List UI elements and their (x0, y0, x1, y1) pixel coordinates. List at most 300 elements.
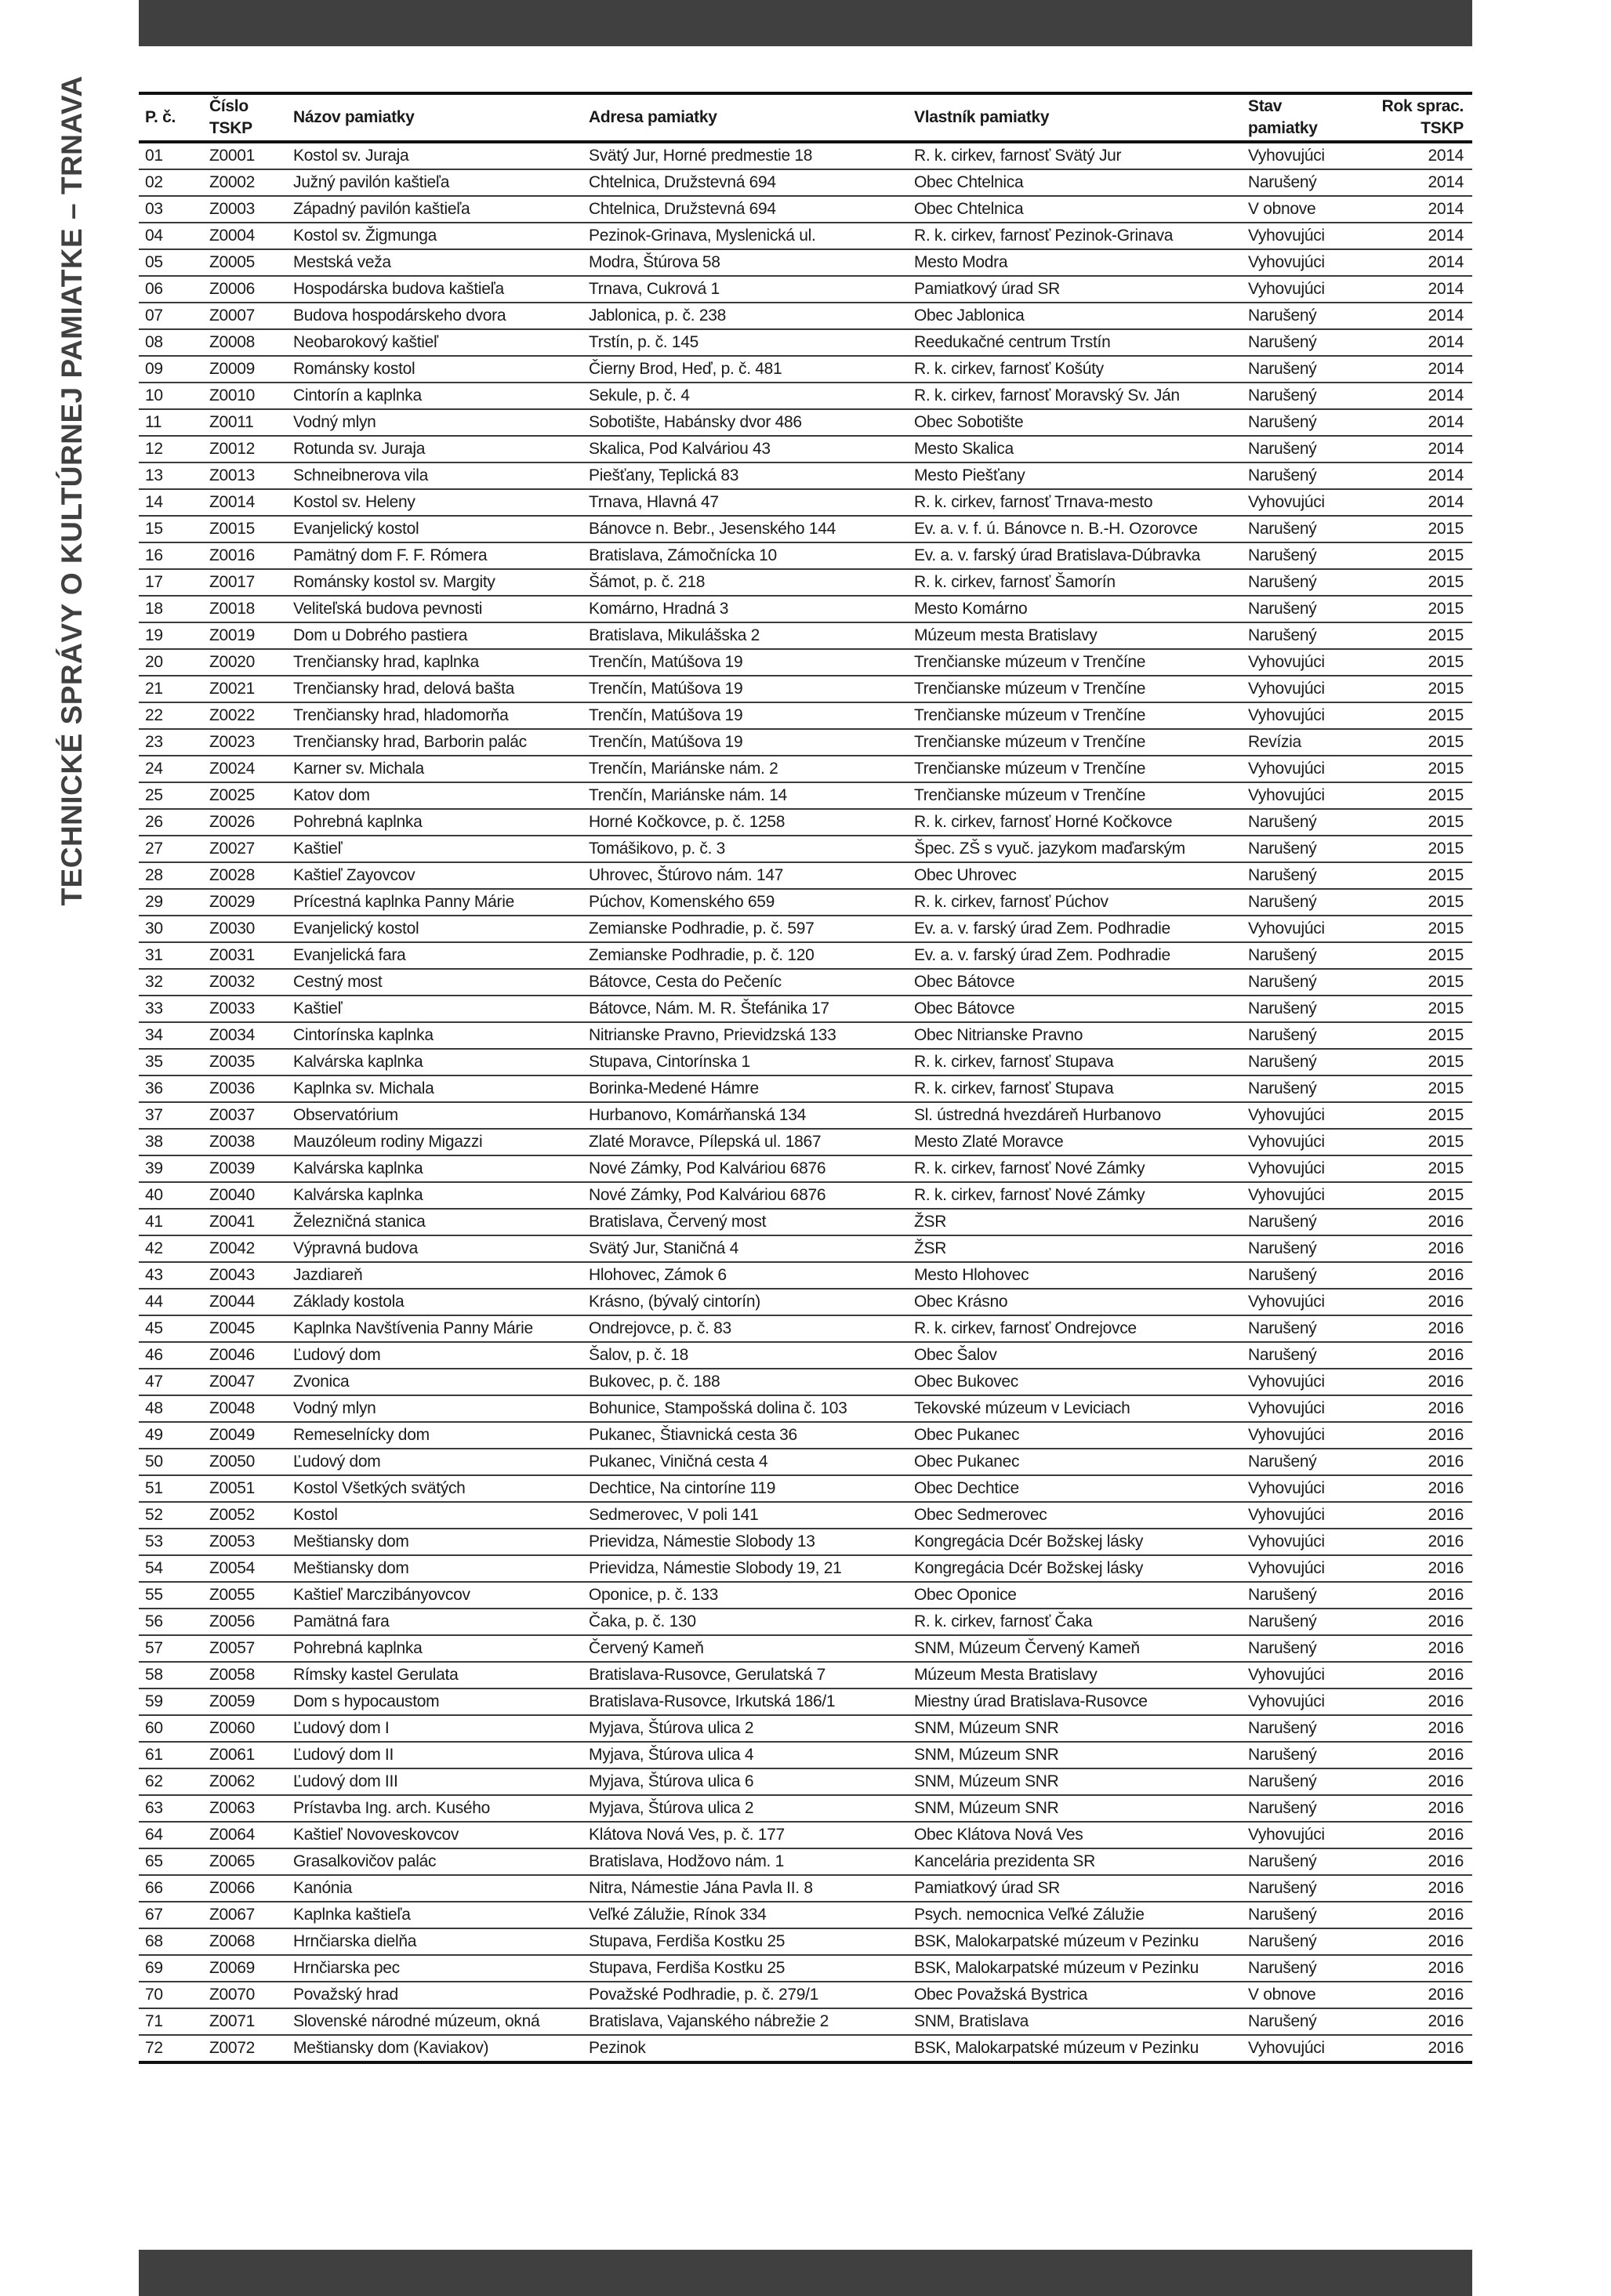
monument-name: Kalvárska kaplnka (287, 1049, 582, 1075)
monument-state: Vyhovujúci (1242, 1129, 1364, 1155)
monument-state: Vyhovujúci (1242, 1688, 1364, 1715)
monument-owner: Sl. ústredná hvezdáreň Hurbanovo (908, 1102, 1242, 1129)
row-number: 01 (139, 142, 203, 169)
monument-owner: R. k. cirkev, farnosť Púchov (908, 889, 1242, 916)
monument-state: Narušený (1242, 1049, 1364, 1075)
monument-address: Trenčín, Matúšova 19 (582, 702, 908, 729)
row-number: 30 (139, 916, 203, 942)
monument-owner: Obec Oponice (908, 1582, 1242, 1609)
row-number: 13 (139, 462, 203, 489)
processing-year: 2016 (1364, 1289, 1472, 1315)
monument-address: Trenčín, Mariánske nám. 14 (582, 782, 908, 809)
row-number: 21 (139, 676, 203, 702)
table-row (139, 1662, 1472, 1688)
processing-year: 2014 (1364, 303, 1472, 329)
tskp-number: Z0057 (203, 1635, 287, 1662)
monument-state: Narušený (1242, 1875, 1364, 1902)
tskp-number: Z0070 (203, 1982, 287, 2008)
processing-year: 2015 (1364, 729, 1472, 756)
row-number: 69 (139, 1955, 203, 1982)
table-row (139, 542, 1472, 569)
monument-name: Kaplnka kaštieľa (287, 1902, 582, 1928)
monument-name: Trenčiansky hrad, kaplnka (287, 649, 582, 676)
monument-owner: Mesto Hlohovec (908, 1262, 1242, 1289)
monument-owner: Kongregácia Dcér Božskej lásky (908, 1555, 1242, 1582)
processing-year: 2015 (1364, 1129, 1472, 1155)
monument-name: Ľudový dom (287, 1342, 582, 1369)
monument-state: Narušený (1242, 596, 1364, 622)
tskp-number: Z0055 (203, 1582, 287, 1609)
monument-name: Cestný most (287, 969, 582, 996)
monument-address: Bratislava, Hodžovo nám. 1 (582, 1848, 908, 1875)
row-number: 55 (139, 1582, 203, 1609)
processing-year: 2016 (1364, 1262, 1472, 1289)
tskp-number: Z0038 (203, 1129, 287, 1155)
monument-name: Kaštieľ Zayovcov (287, 862, 582, 889)
monument-name: Kostol (287, 1502, 582, 1529)
monument-state: Narušený (1242, 1635, 1364, 1662)
monument-address: Nové Zámky, Pod Kalváriou 6876 (582, 1155, 908, 1182)
row-number: 34 (139, 1022, 203, 1049)
monument-state: V obnove (1242, 196, 1364, 223)
processing-year: 2015 (1364, 596, 1472, 622)
tskp-number: Z0003 (203, 196, 287, 223)
row-number: 31 (139, 942, 203, 969)
header-bar (139, 0, 1472, 46)
monument-address: Chtelnica, Družstevná 694 (582, 196, 908, 223)
monument-state: Narušený (1242, 809, 1364, 836)
monument-state: Narušený (1242, 889, 1364, 916)
tskp-number: Z0010 (203, 383, 287, 409)
tskp-number: Z0002 (203, 169, 287, 196)
tskp-number: Z0008 (203, 329, 287, 356)
monument-owner: Reedukačné centrum Trstín (908, 329, 1242, 356)
row-number: 66 (139, 1875, 203, 1902)
monument-owner: R. k. cirkev, farnosť Šamorín (908, 569, 1242, 596)
tskp-number: Z0044 (203, 1289, 287, 1315)
processing-year: 2014 (1364, 196, 1472, 223)
row-number: 54 (139, 1555, 203, 1582)
table-row (139, 169, 1472, 196)
tskp-number: Z0032 (203, 969, 287, 996)
monument-name: Pohrebná kaplnka (287, 1635, 582, 1662)
monument-address: Svätý Jur, Horné predmestie 18 (582, 142, 908, 169)
monument-owner: Pamiatkový úrad SR (908, 276, 1242, 303)
monument-state: Vyhovujúci (1242, 782, 1364, 809)
monument-name: Kostol Všetkých svätých (287, 1475, 582, 1502)
monument-name: Výpravná budova (287, 1235, 582, 1262)
monument-owner: R. k. cirkev, farnosť Nové Zámky (908, 1155, 1242, 1182)
table-row (139, 383, 1472, 409)
tskp-number: Z0047 (203, 1369, 287, 1395)
monument-name: Trenčiansky hrad, hladomorňa (287, 702, 582, 729)
tskp-number: Z0019 (203, 622, 287, 649)
table-row (139, 1848, 1472, 1875)
monument-owner: Mesto Modra (908, 249, 1242, 276)
processing-year: 2016 (1364, 1582, 1472, 1609)
processing-year: 2016 (1364, 1422, 1472, 1449)
table-row (139, 1182, 1472, 1209)
table-row (139, 782, 1472, 809)
table-row (139, 889, 1472, 916)
monument-owner: Obec Sobotište (908, 409, 1242, 436)
monument-address: Trenčín, Mariánske nám. 2 (582, 756, 908, 782)
processing-year: 2016 (1364, 1902, 1472, 1928)
row-number: 49 (139, 1422, 203, 1449)
monument-name: Rotunda sv. Juraja (287, 436, 582, 462)
processing-year: 2015 (1364, 836, 1472, 862)
row-number: 28 (139, 862, 203, 889)
tskp-number: Z0005 (203, 249, 287, 276)
monument-state: Narušený (1242, 1342, 1364, 1369)
table-row (139, 516, 1472, 542)
monument-address: Bratislava-Rusovce, Irkutská 186/1 (582, 1688, 908, 1715)
monument-name: Prístavba Ing. arch. Kusého (287, 1795, 582, 1822)
monument-owner: Trenčianske múzeum v Trenčíne (908, 782, 1242, 809)
monument-state: Narušený (1242, 1449, 1364, 1475)
monument-state: Narušený (1242, 622, 1364, 649)
header-state-line1: Stav (1248, 97, 1283, 115)
processing-year: 2015 (1364, 916, 1472, 942)
table-row (139, 809, 1472, 836)
table-row (139, 436, 1472, 462)
tskp-number: Z0061 (203, 1742, 287, 1768)
header-tskp-number-line2: TSKP (209, 119, 252, 137)
tskp-number: Z0039 (203, 1155, 287, 1182)
monument-address: Uhrovec, Štúrovo nám. 147 (582, 862, 908, 889)
monuments-table (139, 92, 1472, 2064)
monument-name: Kanónia (287, 1875, 582, 1902)
monument-name: Pohrebná kaplnka (287, 809, 582, 836)
table-row (139, 1395, 1472, 1422)
row-number: 05 (139, 249, 203, 276)
monument-address: Myjava, Štúrova ulica 4 (582, 1742, 908, 1768)
row-number: 32 (139, 969, 203, 996)
monument-name: Hospodárska budova kaštieľa (287, 276, 582, 303)
processing-year: 2016 (1364, 1342, 1472, 1369)
monument-owner: Ev. a. v. farský úrad Zem. Podhradie (908, 916, 1242, 942)
monument-owner: BSK, Malokarpatské múzeum v Pezinku (908, 1955, 1242, 1982)
row-number: 72 (139, 2035, 203, 2062)
monument-owner: Trenčianske múzeum v Trenčíne (908, 702, 1242, 729)
row-number: 71 (139, 2008, 203, 2035)
row-number: 41 (139, 1209, 203, 1235)
monument-name: Slovenské národné múzeum, okná (287, 2008, 582, 2035)
row-number: 46 (139, 1342, 203, 1369)
header-state-line2: pamiatky (1248, 119, 1318, 137)
monument-name: Karner sv. Michala (287, 756, 582, 782)
table-row (139, 729, 1472, 756)
monument-address: Bohunice, Stampošská dolina č. 103 (582, 1395, 908, 1422)
processing-year: 2016 (1364, 1369, 1472, 1395)
monument-owner: Mesto Komárno (908, 596, 1242, 622)
monument-name: Evanjelický kostol (287, 916, 582, 942)
tskp-number: Z0031 (203, 942, 287, 969)
monument-state: Narušený (1242, 1262, 1364, 1289)
monument-owner: R. k. cirkev, farnosť Svätý Jur (908, 142, 1242, 169)
monument-address: Piešťany, Teplická 83 (582, 462, 908, 489)
table-row (139, 2035, 1472, 2062)
monument-state: Narušený (1242, 436, 1364, 462)
processing-year: 2016 (1364, 2035, 1472, 2062)
monument-owner: SNM, Múzeum SNR (908, 1742, 1242, 1768)
monument-address: Pukanec, Viničná cesta 4 (582, 1449, 908, 1475)
monument-state: Narušený (1242, 862, 1364, 889)
table-row (139, 142, 1472, 169)
row-number: 11 (139, 409, 203, 436)
row-number: 09 (139, 356, 203, 383)
processing-year: 2014 (1364, 249, 1472, 276)
row-number: 02 (139, 169, 203, 196)
row-number: 70 (139, 1982, 203, 2008)
tskp-number: Z0011 (203, 409, 287, 436)
processing-year: 2016 (1364, 1955, 1472, 1982)
monument-state: Vyhovujúci (1242, 1475, 1364, 1502)
monument-name: Hrnčiarska pec (287, 1955, 582, 1982)
monument-owner: Špec. ZŠ s vyuč. jazykom maďarským (908, 836, 1242, 862)
monument-owner: Kancelária prezidenta SR (908, 1848, 1242, 1875)
table-row (139, 676, 1472, 702)
row-number: 25 (139, 782, 203, 809)
monument-state: Vyhovujúci (1242, 1422, 1364, 1449)
monument-owner: R. k. cirkev, farnosť Pezinok-Grinava (908, 223, 1242, 249)
monument-state: Narušený (1242, 169, 1364, 196)
monument-address: Myjava, Štúrova ulica 6 (582, 1768, 908, 1795)
tskp-number: Z0063 (203, 1795, 287, 1822)
table-row (139, 276, 1472, 303)
monument-name: Kostol sv. Heleny (287, 489, 582, 516)
processing-year: 2015 (1364, 649, 1472, 676)
monument-address: Zemianske Podhradie, p. č. 597 (582, 916, 908, 942)
monument-state: Vyhovujúci (1242, 676, 1364, 702)
monument-owner: Obec Pukanec (908, 1449, 1242, 1475)
row-number: 18 (139, 596, 203, 622)
row-number: 50 (139, 1449, 203, 1475)
tskp-number: Z0037 (203, 1102, 287, 1129)
monument-state: Vyhovujúci (1242, 1529, 1364, 1555)
monument-name: Schneibnerova vila (287, 462, 582, 489)
monument-name: Trenčiansky hrad, delová bašta (287, 676, 582, 702)
processing-year: 2015 (1364, 1022, 1472, 1049)
row-number: 52 (139, 1502, 203, 1529)
row-number: 35 (139, 1049, 203, 1075)
monument-state: Vyhovujúci (1242, 1102, 1364, 1129)
monument-name: Kalvárska kaplnka (287, 1182, 582, 1209)
monument-owner: Mesto Zlaté Moravce (908, 1129, 1242, 1155)
processing-year: 2015 (1364, 782, 1472, 809)
tskp-number: Z0058 (203, 1662, 287, 1688)
processing-year: 2016 (1364, 1555, 1472, 1582)
table-header-row (139, 93, 1472, 142)
monument-name: Evanjelický kostol (287, 516, 582, 542)
monument-address: Pukanec, Štiavnická cesta 36 (582, 1422, 908, 1449)
header-year-line2: TSKP (1421, 119, 1464, 137)
monument-name: Ľudový dom III (287, 1768, 582, 1795)
table-row (139, 622, 1472, 649)
row-number: 51 (139, 1475, 203, 1502)
monument-address: Skalica, Pod Kalváriou 43 (582, 436, 908, 462)
monument-owner: Obec Chtelnica (908, 169, 1242, 196)
monument-address: Tomášikovo, p. č. 3 (582, 836, 908, 862)
monument-address: Stupava, Cintorínska 1 (582, 1049, 908, 1075)
monument-name: Budova hospodárskeho dvora (287, 303, 582, 329)
monument-name: Dom u Dobrého pastiera (287, 622, 582, 649)
table-row (139, 2008, 1472, 2035)
table-row (139, 1502, 1472, 1529)
monument-address: Bratislava, Zámočnícka 10 (582, 542, 908, 569)
row-number: 38 (139, 1129, 203, 1155)
processing-year: 2016 (1364, 1875, 1472, 1902)
monument-name: Kostol sv. Žigmunga (287, 223, 582, 249)
processing-year: 2016 (1364, 1982, 1472, 2008)
processing-year: 2015 (1364, 862, 1472, 889)
header-year-line1: Rok sprac. (1381, 97, 1464, 115)
monument-owner: SNM, Múzeum SNR (908, 1768, 1242, 1795)
header-owner: Vlastník pamiatky (914, 108, 1050, 126)
table-row (139, 1715, 1472, 1742)
processing-year: 2016 (1364, 1742, 1472, 1768)
row-number: 44 (139, 1289, 203, 1315)
row-number: 59 (139, 1688, 203, 1715)
monument-name: Vodný mlyn (287, 409, 582, 436)
row-number: 68 (139, 1928, 203, 1955)
monument-state: Narušený (1242, 516, 1364, 542)
table-row (139, 1022, 1472, 1049)
monument-state: Narušený (1242, 1609, 1364, 1635)
processing-year: 2016 (1364, 1609, 1472, 1635)
monument-state: Vyhovujúci (1242, 142, 1364, 169)
header-year (1364, 93, 1472, 142)
monument-address: Hlohovec, Zámok 6 (582, 1262, 908, 1289)
tskp-number: Z0050 (203, 1449, 287, 1475)
row-number: 06 (139, 276, 203, 303)
row-number: 14 (139, 489, 203, 516)
monument-address: Bánovce n. Bebr., Jesenského 144 (582, 516, 908, 542)
monument-state: Narušený (1242, 1768, 1364, 1795)
monument-address: Komárno, Hradná 3 (582, 596, 908, 622)
monument-address: Bratislava-Rusovce, Gerulatská 7 (582, 1662, 908, 1688)
monument-owner: SNM, Múzeum SNR (908, 1795, 1242, 1822)
monument-name: Ľudový dom (287, 1449, 582, 1475)
row-number: 48 (139, 1395, 203, 1422)
monument-address: Stupava, Ferdiša Kostku 25 (582, 1955, 908, 1982)
processing-year: 2015 (1364, 1049, 1472, 1075)
table-row (139, 649, 1472, 676)
monument-address: Dechtice, Na cintoríne 119 (582, 1475, 908, 1502)
monument-name: Cintorínska kaplnka (287, 1022, 582, 1049)
table-row (139, 1555, 1472, 1582)
monument-name: Katov dom (287, 782, 582, 809)
monument-state: Vyhovujúci (1242, 1555, 1364, 1582)
monument-state: Vyhovujúci (1242, 489, 1364, 516)
tskp-number: Z0053 (203, 1529, 287, 1555)
table-row (139, 969, 1472, 996)
processing-year: 2016 (1364, 1715, 1472, 1742)
monument-owner: Mesto Piešťany (908, 462, 1242, 489)
table-row (139, 702, 1472, 729)
processing-year: 2016 (1364, 1475, 1472, 1502)
monument-address: Bratislava, Červený most (582, 1209, 908, 1235)
monument-name: Prícestná kaplnka Panny Márie (287, 889, 582, 916)
tskp-number: Z0013 (203, 462, 287, 489)
monument-address: Trenčín, Matúšova 19 (582, 649, 908, 676)
monument-owner: Tekovské múzeum v Leviciach (908, 1395, 1242, 1422)
monument-owner: Trenčianske múzeum v Trenčíne (908, 649, 1242, 676)
tskp-number: Z0023 (203, 729, 287, 756)
processing-year: 2014 (1364, 356, 1472, 383)
monument-name: Meštiansky dom (287, 1555, 582, 1582)
monument-address: Oponice, p. č. 133 (582, 1582, 908, 1609)
row-number: 23 (139, 729, 203, 756)
tskp-number: Z0007 (203, 303, 287, 329)
row-number: 08 (139, 329, 203, 356)
monument-address: Myjava, Štúrova ulica 2 (582, 1795, 908, 1822)
row-number: 19 (139, 622, 203, 649)
row-number: 58 (139, 1662, 203, 1688)
tskp-number: Z0045 (203, 1315, 287, 1342)
monument-address: Bukovec, p. č. 188 (582, 1369, 908, 1395)
table-row (139, 596, 1472, 622)
processing-year: 2015 (1364, 889, 1472, 916)
table-row (139, 1928, 1472, 1955)
monument-state: Vyhovujúci (1242, 1182, 1364, 1209)
monument-address: Prievidza, Námestie Slobody 19, 21 (582, 1555, 908, 1582)
monument-address: Klátova Nová Ves, p. č. 177 (582, 1822, 908, 1848)
tskp-number: Z0056 (203, 1609, 287, 1635)
processing-year: 2016 (1364, 1209, 1472, 1235)
monument-owner: Pamiatkový úrad SR (908, 1875, 1242, 1902)
monument-owner: Ev. a. v. f. ú. Bánovce n. B.-H. Ozorovce (908, 516, 1242, 542)
row-number: 04 (139, 223, 203, 249)
monument-owner: Múzeum mesta Bratislavy (908, 622, 1242, 649)
processing-year: 2016 (1364, 1822, 1472, 1848)
processing-year: 2014 (1364, 223, 1472, 249)
processing-year: 2016 (1364, 2008, 1472, 2035)
monument-address: Sobotište, Habánsky dvor 486 (582, 409, 908, 436)
row-number: 29 (139, 889, 203, 916)
row-number: 10 (139, 383, 203, 409)
processing-year: 2016 (1364, 1315, 1472, 1342)
tskp-number: Z0052 (203, 1502, 287, 1529)
monument-name: Mestská veža (287, 249, 582, 276)
monument-address: Pezinok-Grinava, Myslenická ul. (582, 223, 908, 249)
monument-address: Trenčín, Matúšova 19 (582, 729, 908, 756)
processing-year: 2016 (1364, 1768, 1472, 1795)
tskp-number: Z0041 (203, 1209, 287, 1235)
processing-year: 2014 (1364, 436, 1472, 462)
monument-address: Krásno, (bývalý cintorín) (582, 1289, 908, 1315)
monument-name: Trenčiansky hrad, Barborin palác (287, 729, 582, 756)
tskp-number: Z0024 (203, 756, 287, 782)
monument-state: Vyhovujúci (1242, 649, 1364, 676)
monument-address: Zlaté Moravce, Pílepská ul. 1867 (582, 1129, 908, 1155)
table-row (139, 836, 1472, 862)
processing-year: 2015 (1364, 702, 1472, 729)
monument-state: V obnove (1242, 1982, 1364, 2008)
monument-owner: R. k. cirkev, farnosť Nové Zámky (908, 1182, 1242, 1209)
tskp-number: Z0017 (203, 569, 287, 596)
monument-name: Zvonica (287, 1369, 582, 1395)
tskp-number: Z0015 (203, 516, 287, 542)
monument-owner: Mesto Skalica (908, 436, 1242, 462)
monument-address: Veľké Zálužie, Rínok 334 (582, 1902, 908, 1928)
row-number: 56 (139, 1609, 203, 1635)
row-number: 60 (139, 1715, 203, 1742)
monument-name: Rímsky kastel Gerulata (287, 1662, 582, 1688)
header-pc: P. č. (145, 108, 176, 126)
table-row (139, 1075, 1472, 1102)
monument-address: Trstín, p. č. 145 (582, 329, 908, 356)
